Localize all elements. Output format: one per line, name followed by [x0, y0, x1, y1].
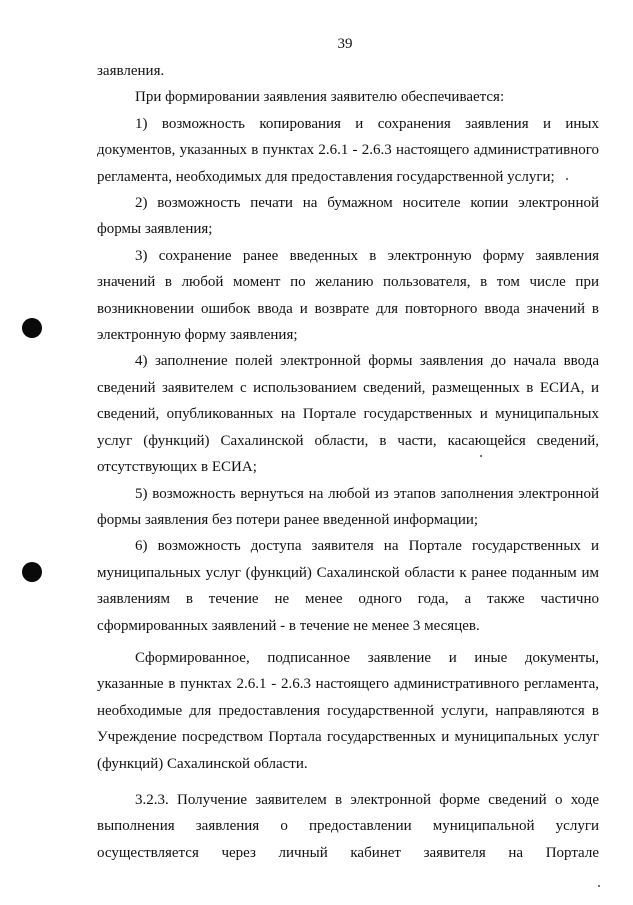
list-item: 5) возможность вернуться на любой из этапов заполнения электронной формы заявления без потери ранее введенной информации;	[97, 485, 599, 528]
list-item: 6) возможность доступа заявителя на Портале государственных и муниципальных услуг (функций) Сахалинской области к ранее поданным им заявлениям в течение не менее одного года, а также частично сформированных заявлений - в течение не менее 3 месяцев.	[97, 538, 599, 634]
list-item: 2) возможность печати на бумажном носителе копии электронной формы заявления;	[97, 195, 599, 238]
list-item: 1) возможность копирования и сохранения заявления и иных документов, указанных в пунктах 2.6.1 - 2.6.3 настоящего административного регламента, необходимых для предоставления государственной услуги;	[97, 115, 599, 185]
paragraph: 3.2.3. Получение заявителем в электронной форме сведений о ходе выполнения заявления о предоставлении муниципальной услуги осуществляется через личный кабинет заявителя на Портале	[97, 791, 599, 861]
paragraph: заявления.	[97, 63, 165, 79]
document-body	[97, 58, 599, 866]
list-item: 4) заполнение полей электронной формы заявления до начала ввода сведений заявителем с использованием сведений, размещенных в ЕСИА, и сведений, опубликованных на Портале государственных и муниципальных услуг (функций) Сахалинской области, в части, касающейся сведений, отсутствующих в ЕСИА;	[97, 353, 599, 476]
paragraph: Сформированное, подписанное заявление и иные документы, указанные в пунктах 2.6.1 - 2.6.3 настоящего административного регламента, необходимые для предоставления государственной услуги, направляются в Учреждение посредством Портала государственных и муниципальных услуг (функций) Сахалинской области.	[97, 649, 599, 772]
binder-hole	[22, 318, 42, 338]
paragraph: При формировании заявления заявителю обеспечивается:	[135, 89, 505, 106]
list-item: 3) сохранение ранее введенных в электронную форму заявления значений в любой момент по желанию пользователя, в том числе при возникновении ошибок ввода и возврате для повторного ввода значений в электронную форму заявления;	[97, 247, 599, 344]
binder-hole	[22, 562, 42, 582]
page-number: 39	[337, 36, 353, 52]
